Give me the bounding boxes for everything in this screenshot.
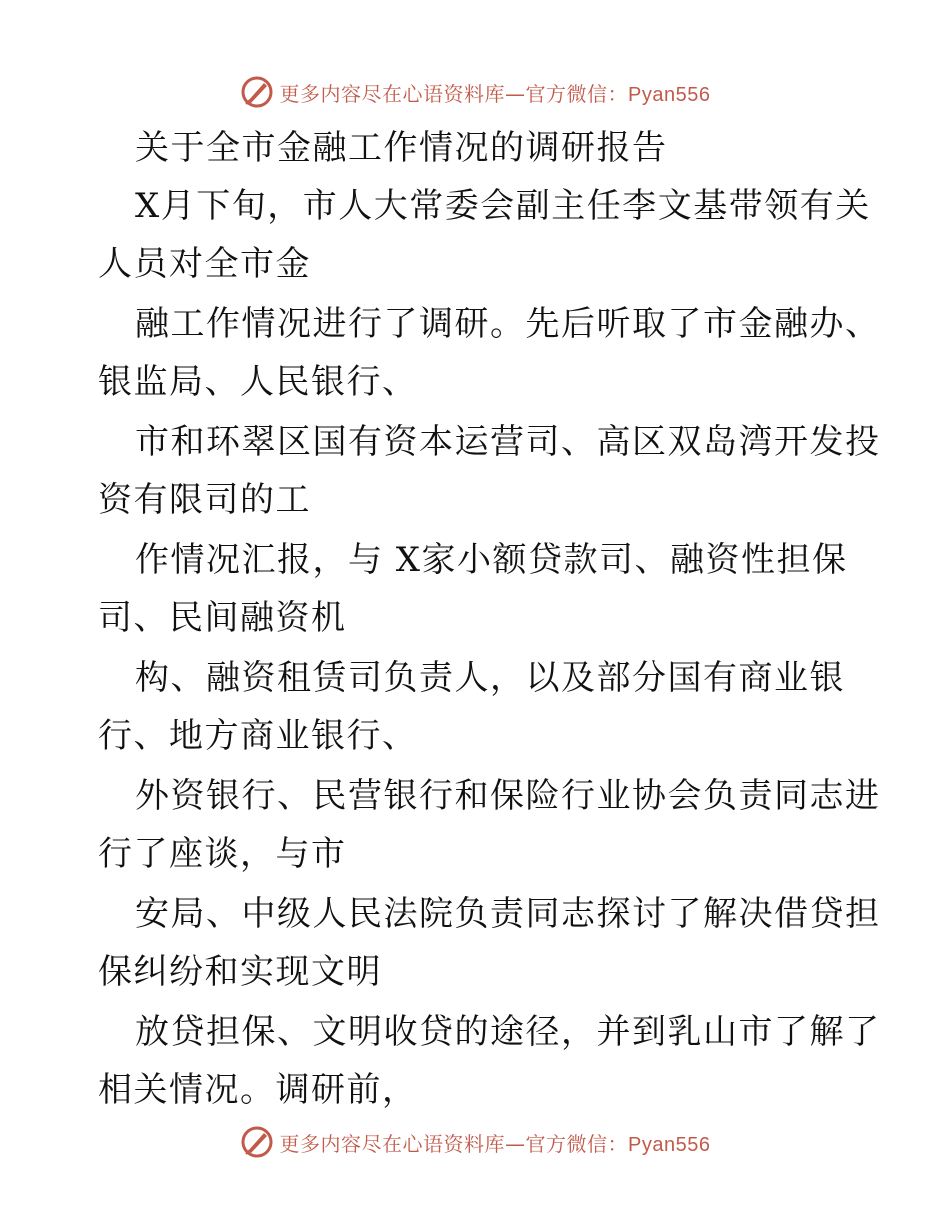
paragraph-line: 司、民间融资机 [98, 598, 347, 638]
paragraph-line: 构、融资租赁司负责人，以及部分国有商业银 [135, 658, 845, 698]
watermark-wechat-id: Pyan556 [628, 1133, 711, 1156]
document-title: 关于全市金融工作情况的调研报告 [135, 128, 668, 168]
paragraph-line: X月下旬，市人大常委会副主任李文基带领有关 [135, 186, 871, 226]
paragraph-line: 行了座谈，与市 [98, 834, 347, 874]
paragraph-line: 外资银行、民营银行和保险行业协会负责同志进 [135, 776, 881, 816]
paragraph-line: 安局、中级人民法院负责同志探讨了解决借贷担 [135, 894, 881, 934]
watermark-wechat-id: Pyan556 [628, 83, 711, 106]
paragraph-line: 保纠纷和实现文明 [98, 952, 382, 992]
paragraph-line: 人员对全市金 [98, 244, 311, 284]
header-watermark [0, 72, 950, 112]
watermark-text: 更多内容尽在心语资料库—官方微信：Pyan556 [279, 81, 711, 106]
watermark-text: 更多内容尽在心语资料库—官方微信：Pyan556 [279, 1131, 711, 1156]
paragraph-line: 资有限司的工 [98, 480, 311, 520]
quill-pen-icon [240, 75, 274, 109]
paragraph-line: 银监局、人民银行、 [98, 362, 418, 402]
paragraph-line: 融工作情况进行了调研。先后听取了市金融办、 [135, 304, 881, 344]
paragraph-line: 市和环翠区国有资本运营司、高区双岛湾开发投 [135, 422, 881, 462]
paragraph-line: 行、地方商业银行、 [98, 716, 418, 756]
paragraph-line: 相关情况。调研前， [98, 1070, 418, 1110]
footer-watermark [0, 1122, 950, 1162]
paragraph-line: 放贷担保、文明收贷的途径，并到乳山市了解了 [135, 1012, 881, 1052]
paragraph-line: 作情况汇报，与 X家小额贷款司、融资性担保 [135, 540, 848, 580]
quill-pen-icon [240, 1125, 274, 1159]
